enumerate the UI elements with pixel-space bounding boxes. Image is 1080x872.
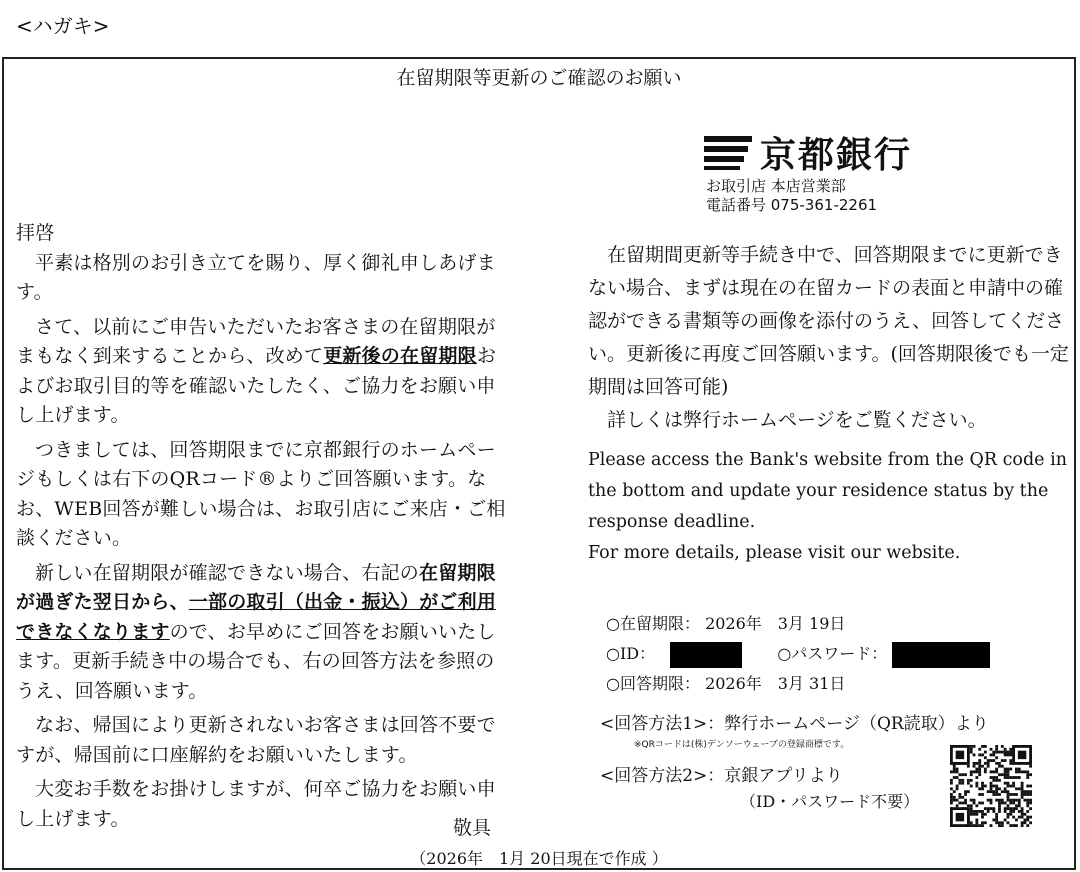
qr-code-icon[interactable] xyxy=(950,745,1032,827)
bank-logo-icon xyxy=(704,136,752,170)
paragraph-2: さて、以前にご申告いただいたお客さまの在留期限がまもなく到来することから、改めて更新後の在留期限およびお取引目的等を確認いたしたく、ご協力をお願い申し上げます。 xyxy=(16,315,497,426)
paragraph-4: 新しい在留期限が確認できない場合、右記の在留期限が過ぎた翌日から、一部の取引（出金・振込）がご利用できなくなりますので、お早めにご回答をお願いいたします。更新手続き中の場合でも、右の回答方法を参照のうえ、回答願います。 xyxy=(16,561,497,702)
response-method-1: <回答方法1>：弊行ホームページ（QR読取）より xyxy=(600,714,989,734)
letter-body xyxy=(16,219,510,839)
page-title: 在留期限等更新のご確認のお願い xyxy=(396,67,682,89)
phone-line: 電話番号 075-361-2261 xyxy=(706,196,878,214)
password-label: ○パスワード： xyxy=(777,644,888,663)
branch-info xyxy=(706,177,877,215)
restriction-emphasis: 一部の取引（出金・振込）がご利用できなくなります xyxy=(16,591,497,643)
account-info xyxy=(606,609,990,699)
bank-name: 京都銀行 xyxy=(760,135,913,176)
right-paragraph-1: 在留期間更新等手続き中で、回答期限までに更新できない場合、まずは現在の在留カードの表面と申請中の確認ができる書類等の画像を添付のうえ、回答してください。更新後に再度ご回答願います。(回答期限後でも一定期間は回答可能) xyxy=(588,244,1069,398)
branch-line: お取引店 本店営業部 xyxy=(706,177,846,195)
english-notice xyxy=(588,445,1072,569)
paragraph-3: つきましては、回答期限までに京都銀行のホームページもしくは右下のQRコード®よりご回答願います。なお、WEB回答が難しい場合は、お取引店にご来店・ご相談ください。 xyxy=(16,438,506,549)
renewed-expiry-emphasis: 更新後の在留期限 xyxy=(323,345,477,367)
english-paragraph-2: For more details, please visit our website. xyxy=(588,543,961,563)
id-label: ○ID： xyxy=(606,644,656,663)
response-method-2-note: （ID・パスワード不要） xyxy=(740,792,920,811)
paragraph-5: なお、帰国により更新されないお客さまは回答不要ですが、帰国前に口座解約をお願いいたします。 xyxy=(16,714,496,766)
deadline-row: ○回答期限： 2026年 3月 31日 xyxy=(606,674,846,693)
closing-word: 敬具 xyxy=(452,817,491,839)
paragraph-1: 平素は格別のお引き立てを賜り、厚く御礼申しあげます。 xyxy=(16,251,496,303)
right-notice xyxy=(588,239,1072,437)
greeting: 拝啓 xyxy=(16,222,55,244)
credentials-row xyxy=(606,639,990,669)
bank-logo xyxy=(704,127,912,178)
postcard xyxy=(2,57,1076,870)
id-redacted xyxy=(670,642,742,668)
paragraph-6: 大変お手数をお掛けしますが、何卒ご協力をお願い申し上げます。 xyxy=(16,778,496,830)
expiry-row: ○在留期限： 2026年 3月 19日 xyxy=(606,614,846,633)
qr-trademark-note: ※QRコードは(株)デンソーウェーブの登録商標です。 xyxy=(634,740,850,750)
right-paragraph-2: 詳しくは弊行ホームページをご覧ください。 xyxy=(607,409,987,431)
response-method-2: <回答方法2>：京銀アプリより xyxy=(600,766,843,786)
english-paragraph-1: Please access the Bank's website from the QR code in the bottom and update your residence status by the response deadline. xyxy=(588,450,1067,532)
page-caption: <ハガキ> xyxy=(16,14,110,38)
created-date: （2026年 1月 20日現在で作成 ） xyxy=(410,849,668,868)
password-redacted xyxy=(892,642,990,668)
